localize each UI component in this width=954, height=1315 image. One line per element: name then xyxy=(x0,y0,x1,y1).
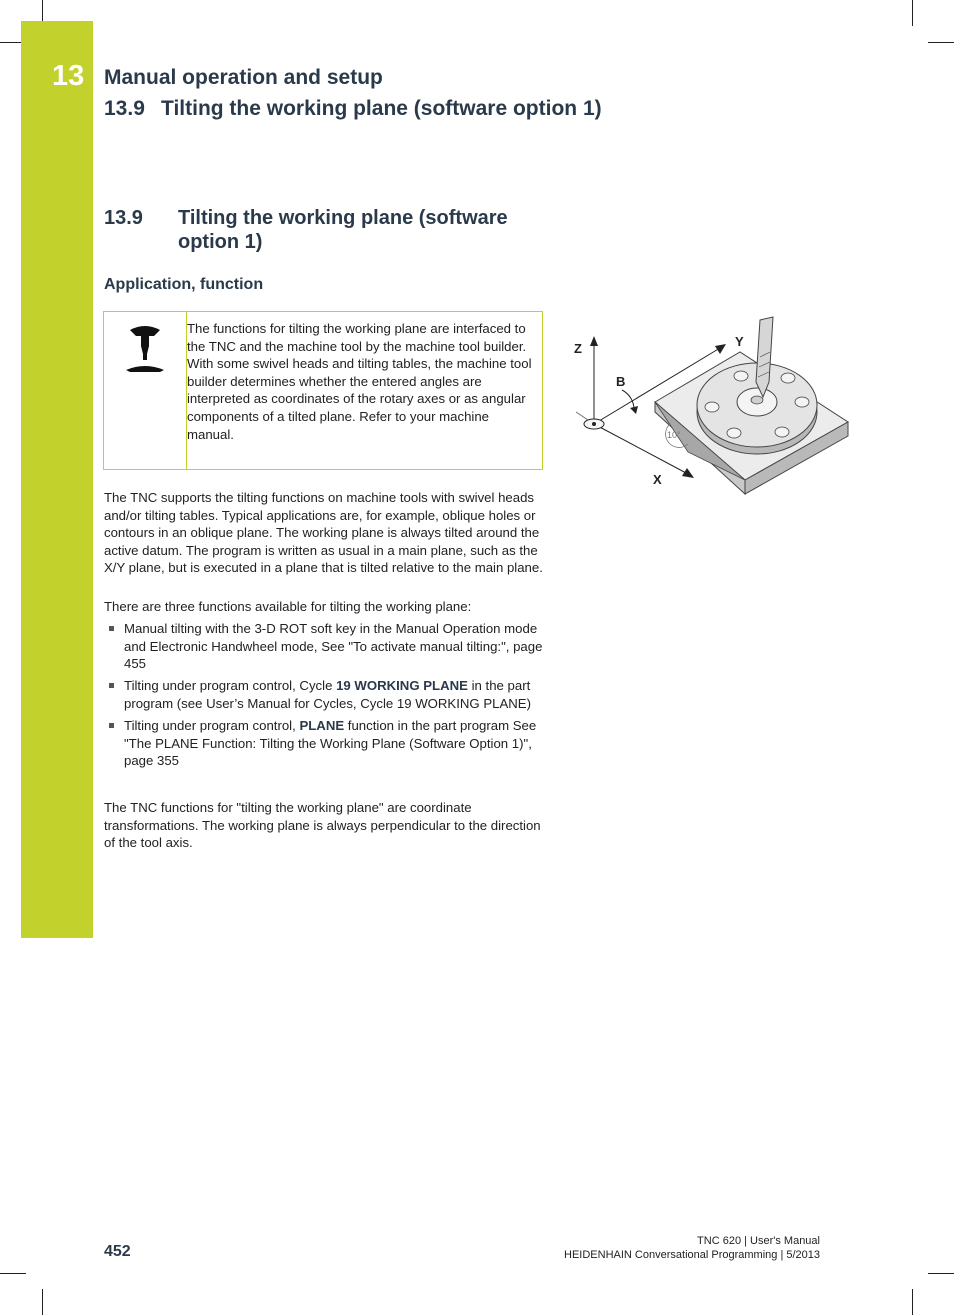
paragraph-conclusion: The TNC functions for "tilting the working plane" are coordinate transformations. The working plane is always perpendicular to the direction of the tool axis. xyxy=(104,800,541,851)
footer-publication: HEIDENHAIN Conversational Programming | 5/2013 xyxy=(564,1249,820,1261)
bullet-marker xyxy=(109,626,114,631)
chapter-number: 13 xyxy=(52,60,85,92)
paragraph-intro: The TNC supports the tilting functions on machine tools with swivel heads and/or tilting tables. Typical applications are, for example, oblique holes or contours in an oblique plane. The working plane is always tilted around the active datum. The program is written as usual in a main plane, such as the X/Y plane, but is executed in a plane that is tilted relative to the main plane. xyxy=(104,490,543,576)
crop-mark xyxy=(42,1289,43,1315)
bullet-marker xyxy=(109,723,114,728)
note-text: The functions for tilting the working plane are interfaced to the TNC and the machine tool by the machine tool builder. With some swivel heads and tilting tables, the machine tool builder determines whether the entered angles are interpreted as coordinates of the rotary axes or as angular components of a tilted plane. Refer to your machine manual. xyxy=(187,321,532,442)
running-header xyxy=(104,97,602,121)
crop-mark xyxy=(928,42,954,43)
note-box xyxy=(103,311,543,470)
axis-label-y: Y xyxy=(735,334,744,349)
paragraph-list-intro: There are three functions available for tilting the working plane: xyxy=(104,599,472,614)
running-header-text: Tilting the working plane (software option 1) xyxy=(161,97,602,120)
keyword-cycle: 19 WORKING PLANE xyxy=(336,678,468,694)
crop-mark xyxy=(928,1273,954,1274)
list-item: Tilting under program control, Cycle 19 WORKING PLANE in the part program (see User’s Manual for Cycles, Cycle 19 WORKING PLANE) xyxy=(104,677,546,712)
axis-label-z: Z xyxy=(574,341,582,356)
crop-mark xyxy=(0,1273,26,1274)
angle-label: 10° xyxy=(667,430,681,440)
list-item: Manual tilting with the 3-D ROT soft key in the Manual Operation mode and Electronic Handwheel mode, See "To activate manual tilting:", page 455 xyxy=(104,620,546,673)
section-title: Tilting the working plane (software option 1) xyxy=(178,207,508,253)
page-number: 452 xyxy=(104,1243,131,1260)
machine-tool-builder-icon xyxy=(124,324,166,376)
chapter-sidebar xyxy=(21,21,93,938)
bullet-marker xyxy=(109,683,114,688)
crop-mark xyxy=(912,0,913,26)
running-header-number: 13.9 xyxy=(104,97,145,120)
list-item: Tilting under program control, PLANE function in the part program See "The PLANE Function: Tilting the Working Plane (Software Option 1)", page 355 xyxy=(104,717,546,770)
footer xyxy=(564,1234,820,1262)
axis-label-b: B xyxy=(616,374,626,389)
crop-mark xyxy=(912,1289,913,1315)
functions-list xyxy=(104,620,546,774)
subheading: Application, function xyxy=(104,276,264,293)
tilted-plane-figure xyxy=(570,312,860,502)
keyword-plane: PLANE xyxy=(299,717,345,733)
axis-label-x: X xyxy=(653,472,662,487)
chapter-title: Manual operation and setup xyxy=(104,66,383,89)
section-number: 13.9 xyxy=(104,207,143,229)
footer-manual-title: TNC 620 | User's Manual xyxy=(697,1235,820,1247)
